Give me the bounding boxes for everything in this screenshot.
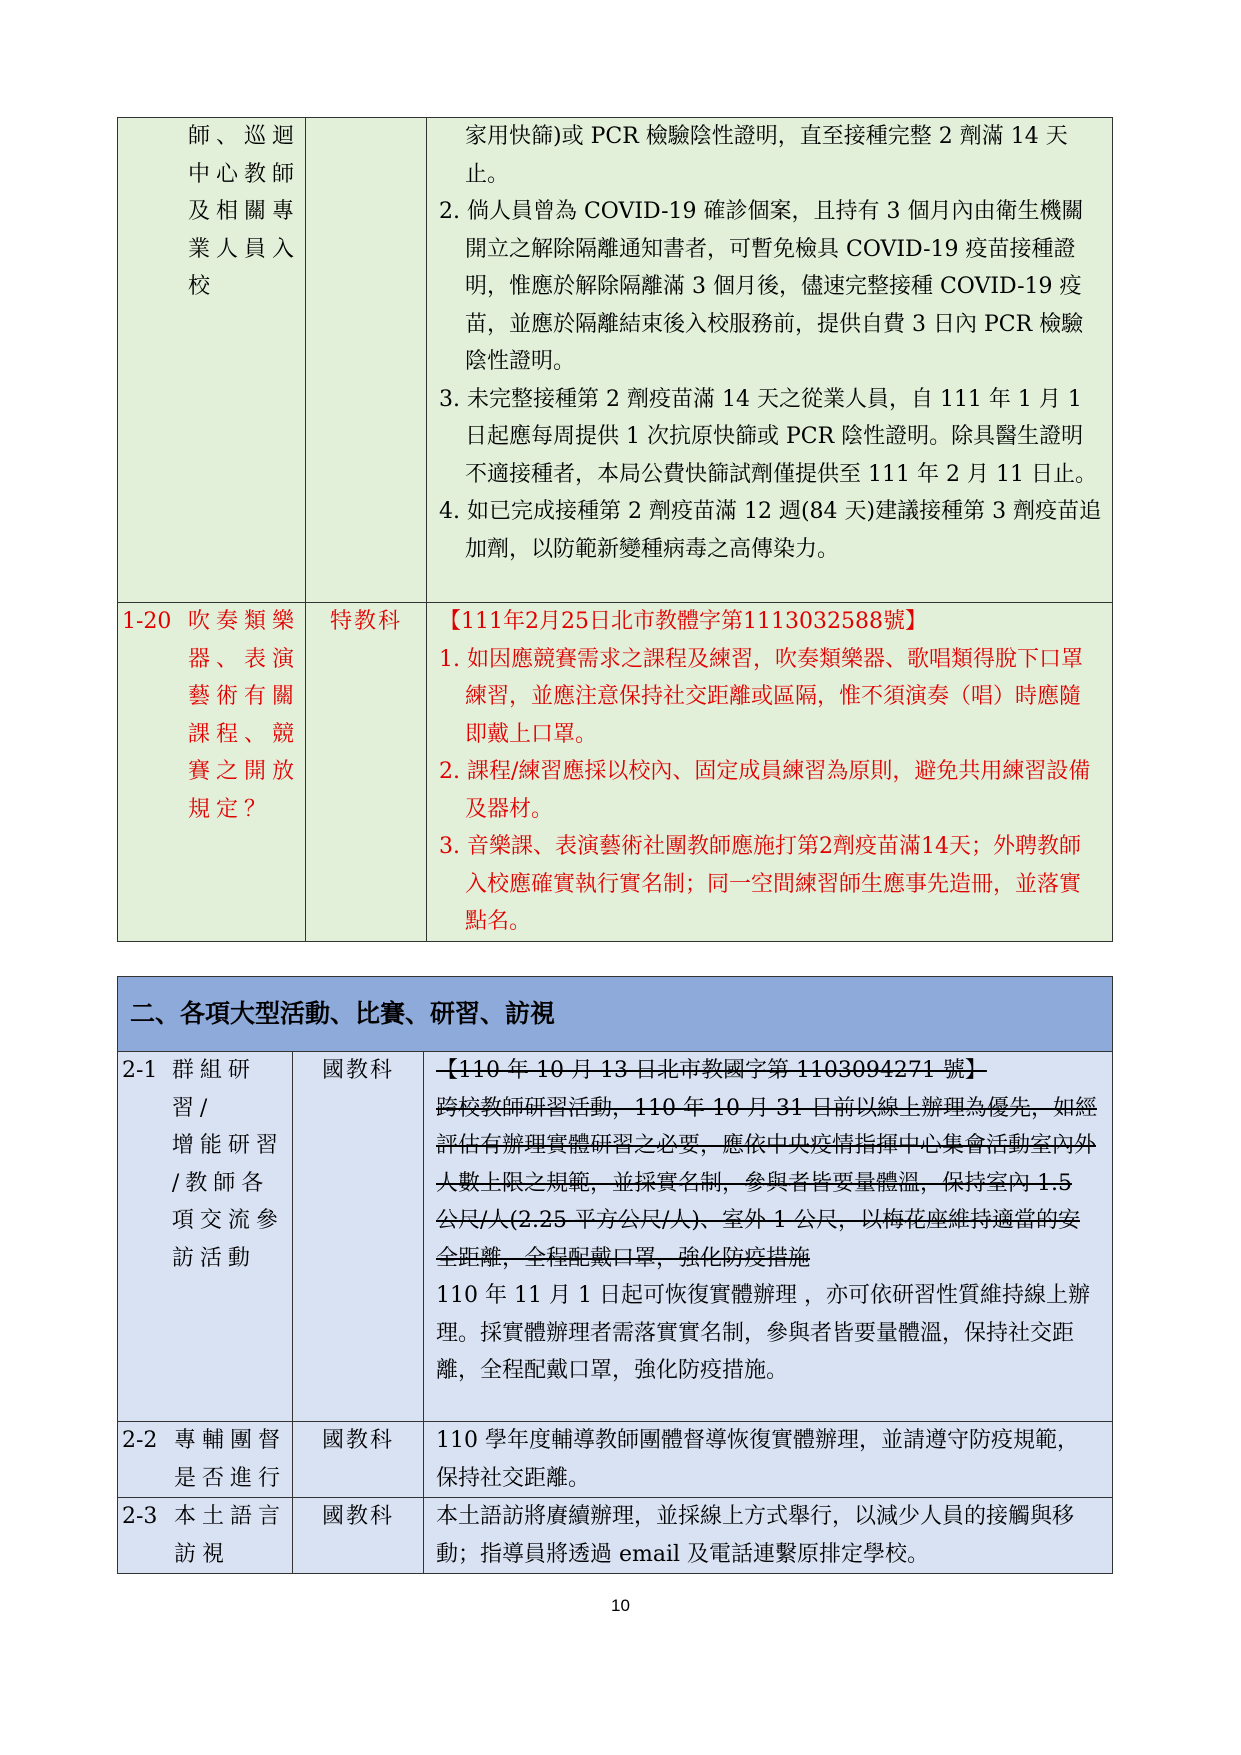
table-2 — [117, 976, 1113, 1574]
content-para: 家用快篩)或 PCR 檢驗陰性證明，直至接種完整 2 劑滿 14 天止。 — [465, 124, 1068, 187]
content-cell — [424, 1422, 1113, 1498]
content-text: 本土語訪將賡續辦理，並採線上方式舉行，以減少人員的接觸與移動；指導員將透過 email 及電話連繫原排定學校。 — [436, 1504, 1075, 1567]
item-label — [118, 1052, 293, 1422]
dept-cell — [306, 118, 427, 603]
content-item: 2. 倘人員曾為 COVID-19 確診個案，且持有 3 個月內由衛生機關開立之解除隔離通知書者，可暫免檢具 COVID-19 疫苗接種證明，惟應於解除隔離滿 3 個月後，儘速完整接種 COVID-19 疫苗，並應於隔離結束後入校服務前，提供自費 3 日內 PCR 檢驗陰性證明。 — [439, 199, 1084, 374]
label-line: 訪視 — [174, 1541, 231, 1567]
item-label — [118, 1422, 293, 1498]
item-number: 2-1 — [122, 1058, 158, 1083]
section-heading-row — [118, 977, 1113, 1052]
label-line: 及相關專 — [188, 199, 301, 224]
table-row-2-2 — [118, 1422, 1113, 1498]
label-line: 規定？ — [188, 796, 273, 822]
content-item: 1. 如因應競賽需求之課程及練習，吹奏類樂器、歌唱類得脫下口罩練習，並應注意保持社交距離或區隔，惟不須演奏（唱）時應隨即戴上口罩。 — [439, 646, 1083, 747]
label-line: /教師各 — [171, 1170, 270, 1196]
table-row-2-1 — [118, 1052, 1113, 1422]
item-label — [118, 118, 306, 603]
label-line: 是否進行 — [174, 1465, 287, 1491]
content-text: 110 年 11 月 1 日起可恢復實體辦理 ，亦可依研習性質維持線上辦理。採實體辦理者需落實實名制，參與者皆要量體溫，保持社交距離，全程配戴口罩，強化防疫措施。 — [436, 1283, 1090, 1383]
label-line: 本土語言 — [174, 1504, 287, 1529]
item-number: 1-20 — [122, 609, 172, 634]
label-line: 吹奏類樂 — [188, 609, 301, 634]
content-item: 3. 音樂課、表演藝術社團教師應施打第2劑疫苗滿14天；外聘教師入校應確實執行實名制；同一空間練習師生應事先造冊，並落實點名。 — [439, 834, 1082, 934]
table-1 — [117, 117, 1113, 942]
table-row-1-20 — [118, 603, 1113, 942]
label-line: 訪活動 — [171, 1245, 256, 1271]
label-line: 業人員入 — [188, 236, 301, 262]
label-line: 器、表演 — [188, 646, 301, 672]
label-line: 藝術有關 — [188, 684, 301, 709]
content-item: 3. 未完整接種第 2 劑疫苗滿 14 天之從業人員，自 111 年 1 月 1 日起應每周提供 1 次抗原快篩或 PCR 陰性證明。除具醫生證明不適接種者，本局公費快篩試劑僅提供至 111 年 2 月 11 日止。 — [439, 386, 1097, 487]
dept-cell: 國教科 — [293, 1498, 424, 1574]
dept-cell: 特教科 — [306, 603, 427, 942]
item-label — [118, 603, 306, 942]
content-cell — [427, 603, 1113, 942]
struck-text: 跨校教師研習活動，110 年 10 月 31 日前以線上辦理為優先，如經評估有辦理實體研習之必要，應依中央疫情指揮中心集會活動室內外人數上限之規範，並採實名制，參與者皆要量體溫，保持室內 1.5 公尺/人(2.25 平方公尺/人)、室外 1 公尺，以梅花座維持適當的安全距離，全程配戴口罩，強化防疫措施 — [436, 1095, 1097, 1271]
dept-cell: 國教科 — [293, 1052, 424, 1422]
item-label — [118, 1498, 293, 1574]
struck-reference: 【110 年 10 月 13 日北市教國字第 1103094271 號】 — [436, 1058, 987, 1083]
content-cell — [424, 1052, 1113, 1422]
label-line: 課程、競 — [188, 721, 301, 747]
table-row-2-3 — [118, 1498, 1113, 1574]
label-line: 群組研習/ — [171, 1058, 256, 1121]
label-line: 專輔團督 — [174, 1428, 287, 1453]
page-number: 10 — [611, 1596, 630, 1615]
content-item: 4. 如已完成接種第 2 劑疫苗滿 12 週(84 天)建議接種第 3 劑疫苗追加劑，以防範新變種病毒之高傳染力。 — [439, 499, 1102, 562]
item-number: 2-2 — [122, 1428, 158, 1453]
content-text: 110 學年度輔導教師團體督導恢復實體辦理，並請遵守防疫規範，保持社交距離。 — [436, 1428, 1079, 1491]
content-cell — [424, 1498, 1113, 1574]
label-line: 賽之開放 — [188, 759, 301, 784]
section-heading: 二、各項大型活動、比賽、研習、訪視 — [118, 977, 1113, 1052]
content-item: 2. 課程/練習應採以校內、固定成員練習為原則，避免共用練習設備及器材。 — [439, 759, 1091, 822]
document-reference: 【111年2月25日北市教體字第1113032588號】 — [439, 609, 927, 634]
label-line: 中心教師 — [188, 161, 301, 187]
item-number: 2-3 — [122, 1504, 158, 1529]
content-cell — [427, 118, 1113, 603]
label-line: 校 — [188, 274, 217, 299]
label-line: 項交流參 — [171, 1208, 284, 1233]
table-row-continued — [118, 118, 1113, 603]
dept-cell: 國教科 — [293, 1422, 424, 1498]
label-line: 增能研習 — [171, 1133, 284, 1158]
label-line: 師、巡迴 — [188, 124, 301, 149]
